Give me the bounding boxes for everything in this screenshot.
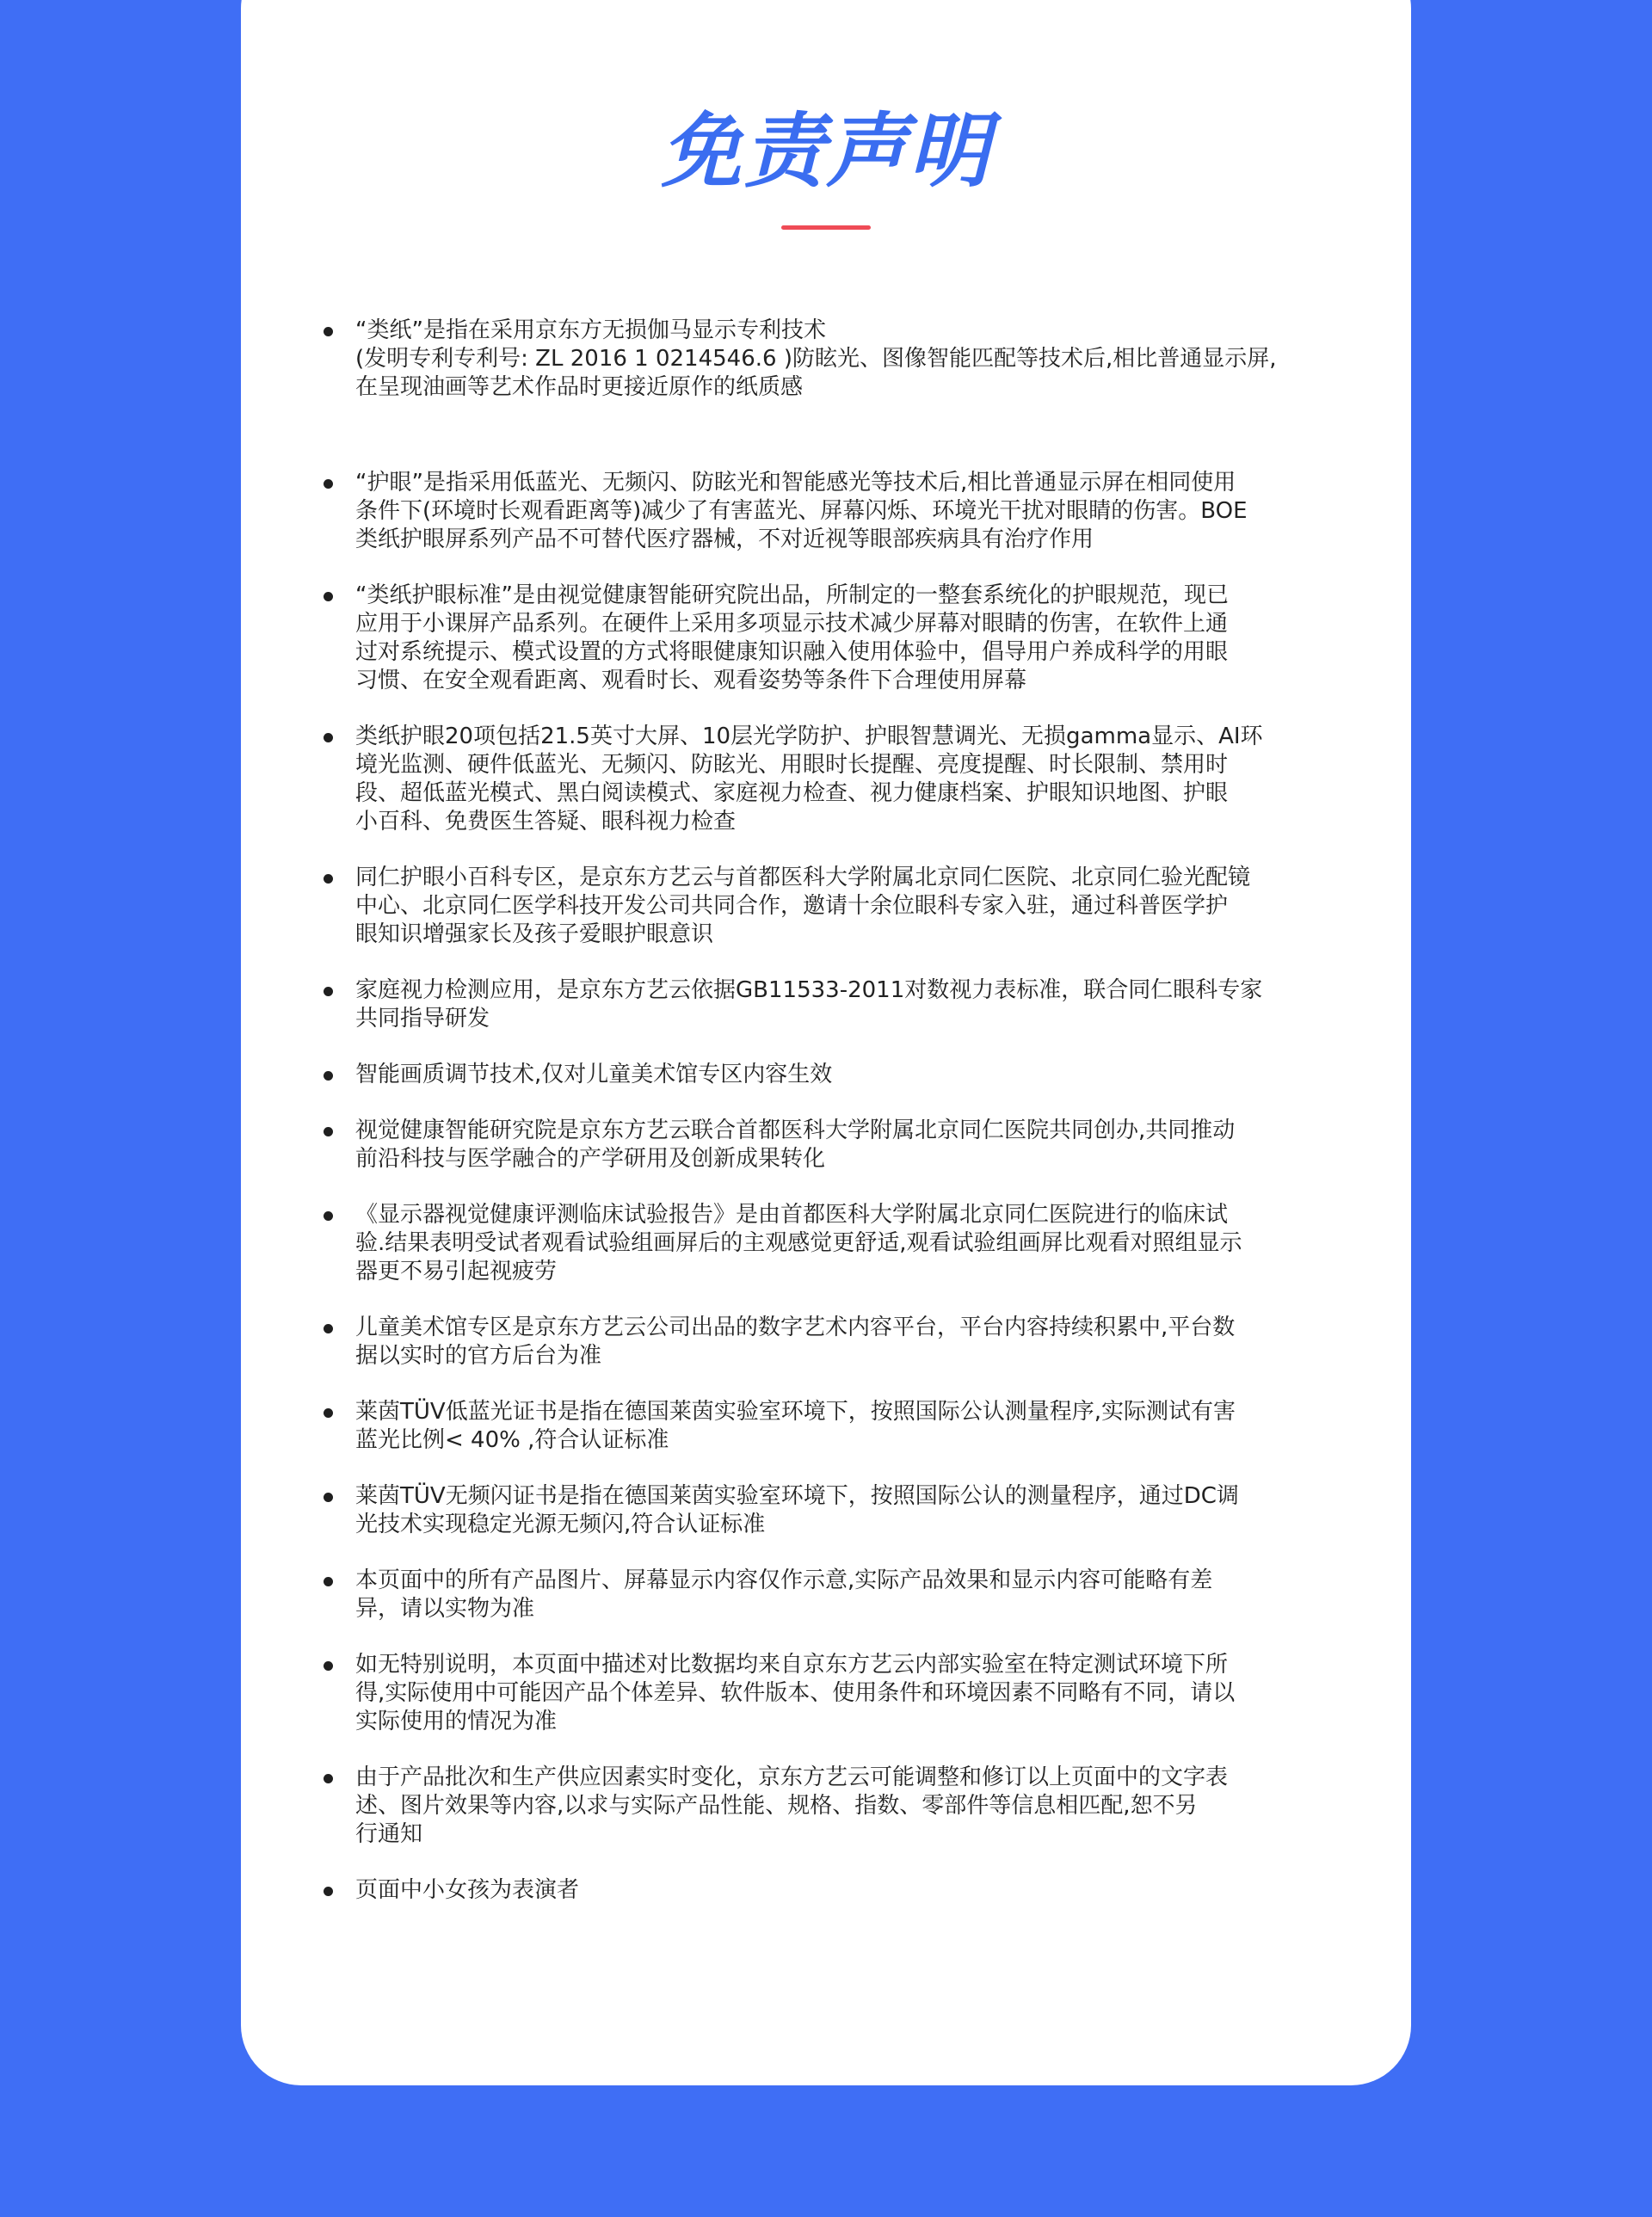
list-item-text: “护眼”是指采用低蓝光、无频闪、防眩光和智能感光等技术后,相比普通显示屏在相同使用 条件下(环境时长观看距离等)减少了有害蓝光、屏幕闪烁、环境光干扰对眼睛的伤害。BOE 类纸护眼屏系列产品不可替代医疗器械，不对近视等眼部疾病具有治疗作用 bbox=[355, 470, 1248, 552]
title-underline bbox=[781, 225, 871, 230]
list-item bbox=[324, 1567, 1313, 1623]
bullet-icon bbox=[324, 1408, 333, 1418]
list-item-text: 家庭视力检测应用，是京东方艺云依据GB11533-2011对数视力表标准，联合同仁眼科专家 共同指导研发 bbox=[355, 977, 1263, 1032]
bullet-icon bbox=[324, 327, 333, 336]
list-item bbox=[324, 582, 1313, 695]
bullet-icon bbox=[324, 1774, 333, 1783]
bullet-icon bbox=[324, 987, 333, 996]
list-item-text: 同仁护眼小百科专区，是京东方艺云与首都医科大学附属北京同仁医院、北京同仁验光配镜 中心、北京同仁医学科技开发公司共同合作，邀请十余位眼科专家入驻，通过科普医学护 眼知识增强家长及孩子爱眼护眼意识 bbox=[355, 865, 1251, 947]
bullet-icon bbox=[324, 479, 333, 489]
list-item bbox=[324, 1876, 1313, 1905]
list-item-text: 页面中小女孩为表演者 bbox=[355, 1877, 580, 1903]
list-item bbox=[324, 317, 1313, 402]
disclaimer-list bbox=[324, 317, 1313, 1932]
bullet-icon bbox=[324, 1324, 333, 1333]
list-item-text: 莱茵TÜV无频闪证书是指在德国莱茵实验室环境下，按照国际公认的测量程序，通过DC调 光技术实现稳定光源无频闪,符合认证标准 bbox=[355, 1483, 1239, 1537]
list-item bbox=[324, 1314, 1313, 1370]
list-item bbox=[324, 723, 1313, 836]
list-item-text: 《显示器视觉健康评测临床试验报告》是由首都医科大学附属北京同仁医院进行的临床试 验.结果表明受试者观看试验组画屏后的主观感觉更舒适,观看试验组画屏比观看对照组显示 器更不易引起视疲劳 bbox=[355, 1202, 1242, 1284]
list-item bbox=[324, 1764, 1313, 1849]
bullet-icon bbox=[324, 1493, 333, 1502]
list-item bbox=[324, 1651, 1313, 1736]
list-item-text: “类纸护眼标准”是由视觉健康智能研究院出品，所制定的一整套系统化的护眼规范，现已 应用于小课屏产品系列。在硬件上采用多项显示技术减少屏幕对眼睛的伤害，在软件上通 过对系统提示、模式设置的方式将眼健康知识融入使用体验中，倡导用户养成科学的用眼 习惯、在安全观看距离、观看时长、观看姿势等条件下合理使用屏幕 bbox=[355, 582, 1229, 693]
list-item-text: 类纸护眼20项包括21.5英寸大屏、10层光学防护、护眼智慧调光、无损gamma显示、AI环 境光监测、硬件低蓝光、无频闪、防眩光、用眼时长提醒、亮度提醒、时长限制、禁用时 段、超低蓝光模式、黑白阅读模式、家庭视力检查、视力健康档案、护眼知识地图、护眼 小百科、免费医生答疑、眼科视力检查 bbox=[355, 724, 1263, 834]
bullet-icon bbox=[324, 1661, 333, 1671]
bullet-icon bbox=[324, 1071, 333, 1081]
bullet-icon bbox=[324, 1577, 333, 1586]
bullet-icon bbox=[324, 874, 333, 884]
list-item-text: 儿童美术馆专区是京东方艺云公司出品的数字艺术内容平台，平台内容持续积累中,平台数 据以实时的官方后台为准 bbox=[355, 1315, 1236, 1369]
list-item-text: 如无特别说明，本页面中描述对比数据均来自京东方艺云内部实验室在特定测试环境下所 得,实际使用中可能因产品个体差异、软件版本、使用条件和环境因素不同略有不同，请以 实际使用的情况为准 bbox=[355, 1652, 1236, 1734]
list-item bbox=[324, 1482, 1313, 1539]
bullet-icon bbox=[324, 592, 333, 601]
list-item-text: 莱茵TÜV低蓝光证书是指在德国莱茵实验室环境下，按照国际公认测量程序,实际测试有害 蓝光比例< 40% ,符合认证标准 bbox=[355, 1399, 1236, 1453]
list-item-text: “类纸”是指在采用京东方无损伽马显示专利技术 (发明专利专利号: ZL 2016 1 0214546.6 )防眩光、图像智能匹配等技术后,相比普通显示屏, 在呈现油画等艺术作品时更接近原作的纸质感 bbox=[355, 317, 1277, 400]
list-item bbox=[324, 864, 1313, 949]
page-title: 免责声明 bbox=[660, 105, 991, 199]
list-item bbox=[324, 1398, 1313, 1455]
list-item bbox=[324, 1061, 1313, 1089]
list-item bbox=[324, 1201, 1313, 1286]
bullet-icon bbox=[324, 1127, 333, 1136]
list-item bbox=[324, 976, 1313, 1033]
list-item-text: 本页面中的所有产品图片、屏幕显示内容仅作示意,实际产品效果和显示内容可能略有差 异，请以实物为准 bbox=[355, 1567, 1213, 1622]
list-item-text: 由于产品批次和生产供应因素实时变化，京东方艺云可能调整和修订以上页面中的文字表 述、图片效果等内容,以求与实际产品性能、规格、指数、零部件等信息相匹配,恕不另 行通知 bbox=[355, 1764, 1229, 1847]
list-item-text: 视觉健康智能研究院是京东方艺云联合首都医科大学附属北京同仁医院共同创办,共同推动 前沿科技与医学融合的产学研用及创新成果转化 bbox=[355, 1118, 1236, 1172]
list-item-text: 智能画质调节技术,仅对儿童美术馆专区内容生效 bbox=[355, 1062, 833, 1087]
list-item bbox=[324, 469, 1313, 554]
disclaimer-card bbox=[241, 0, 1411, 2085]
bullet-icon bbox=[324, 733, 333, 742]
bullet-icon bbox=[324, 1211, 333, 1221]
list-item bbox=[324, 1117, 1313, 1173]
bullet-icon bbox=[324, 1887, 333, 1896]
